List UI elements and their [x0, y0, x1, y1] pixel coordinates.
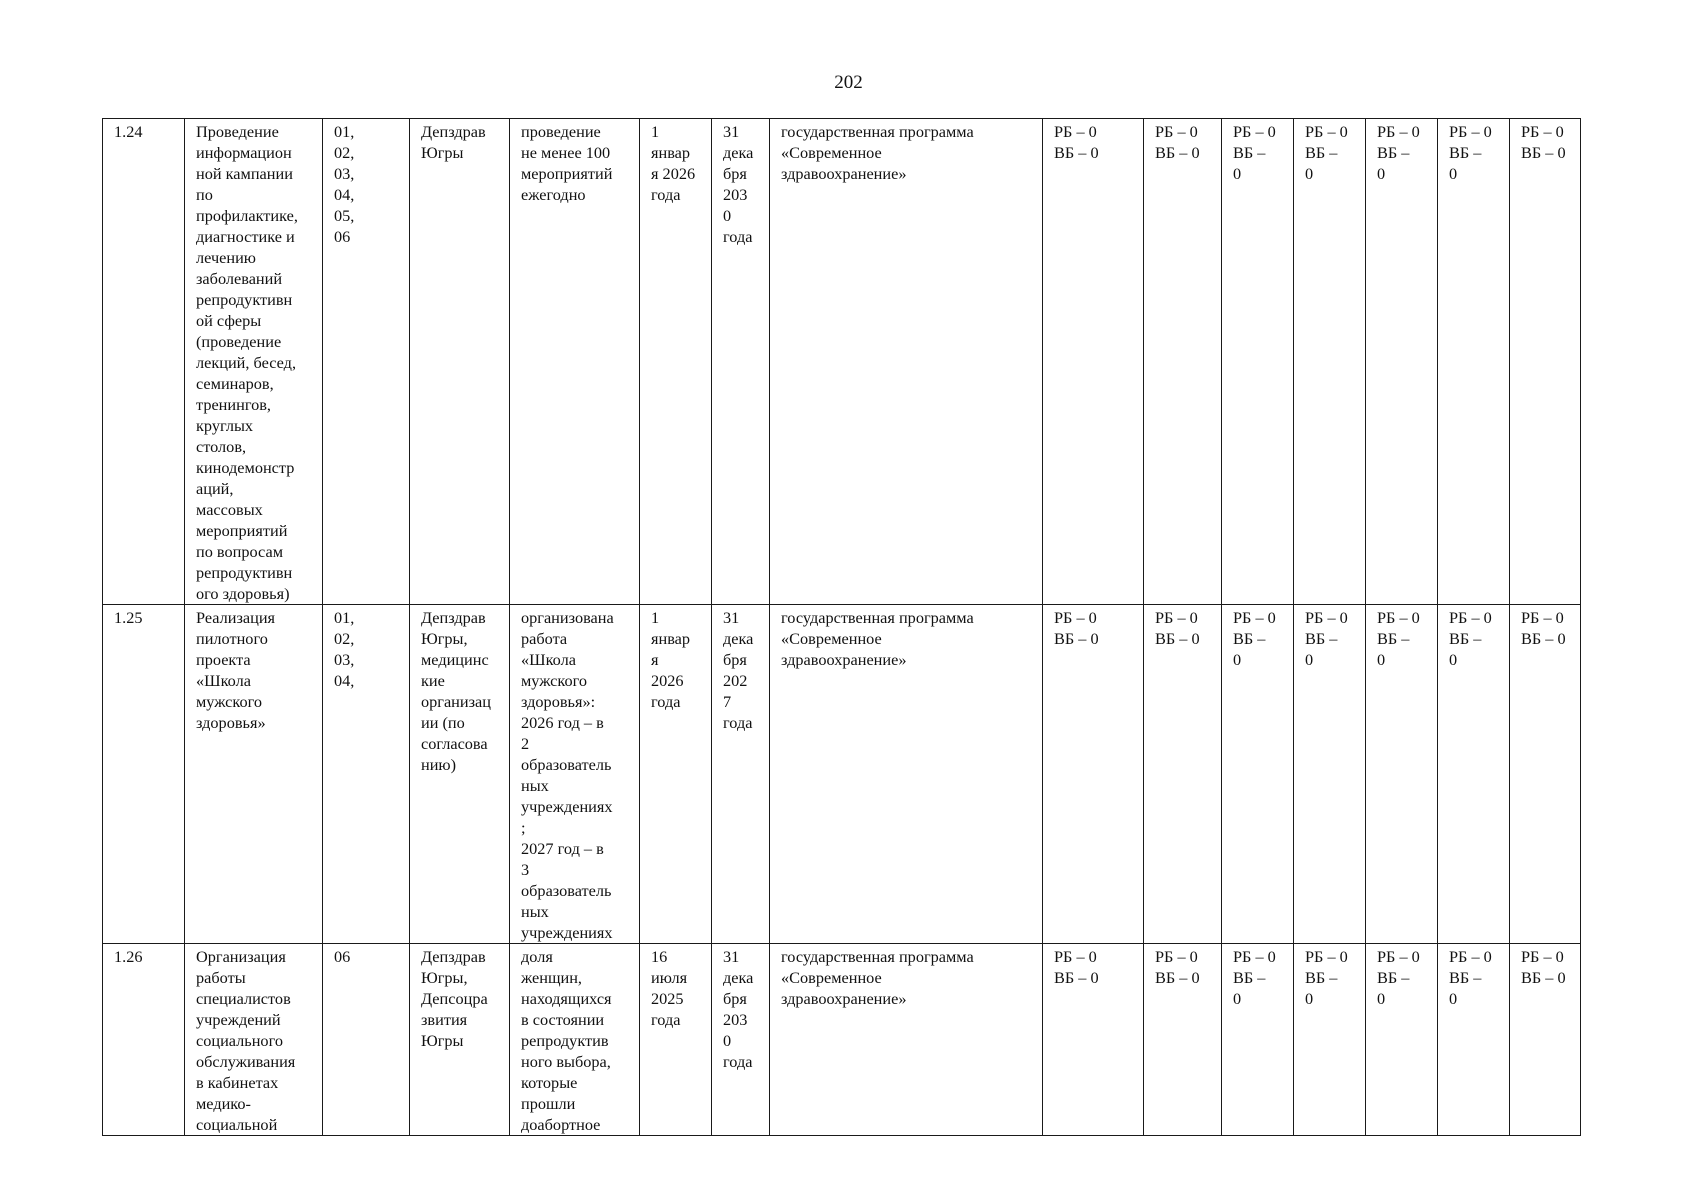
funding-cell-1: [1043, 119, 1144, 605]
cell-line: ВБ –: [1449, 143, 1482, 162]
cell-line: РБ – 0: [1521, 947, 1564, 966]
measure-name-cell: [185, 119, 323, 605]
funding-cell-1: [1043, 944, 1144, 1136]
cell-line: РБ – 0: [1233, 122, 1276, 141]
cell-line: январ: [651, 143, 691, 162]
cell-line: Реализация: [196, 608, 276, 627]
cell-line: аций,: [196, 479, 234, 498]
cell-line: профилактике,: [196, 206, 298, 225]
cell-line: ВБ – 0: [1521, 629, 1566, 648]
cell-line: специалистов: [196, 989, 291, 1008]
cell-line: РБ – 0: [1449, 122, 1492, 141]
cell-line: 203: [723, 1010, 748, 1029]
cell-line: мероприятий: [521, 164, 613, 183]
cell-line: работы: [196, 968, 246, 987]
cell-line: РБ – 0: [1054, 122, 1097, 141]
cell-line: РБ – 0: [1521, 122, 1564, 141]
cell-line: 0: [1305, 989, 1314, 1008]
cell-line: медико-: [196, 1094, 251, 1113]
cell-line: дека: [723, 143, 754, 162]
cell-line: в состоянии: [521, 1010, 605, 1029]
cell-line: государственная программа: [781, 608, 974, 627]
cell-line: учреждений: [196, 1010, 281, 1029]
cell-line: прошли: [521, 1094, 576, 1113]
cell-line: 31: [723, 122, 740, 141]
funding-cell-2: [1144, 119, 1222, 605]
funding-cell-3: [1222, 119, 1294, 605]
cell-line: медицинс: [421, 650, 489, 669]
cell-line: Депздрав: [421, 608, 486, 627]
cell-line: ного выбора,: [521, 1052, 611, 1071]
cell-line: 2026: [651, 671, 684, 690]
cell-line: года: [651, 1010, 681, 1029]
cell-line: 0: [1449, 650, 1458, 669]
cell-line: 0: [1377, 164, 1386, 183]
cell-line: РБ – 0: [1054, 608, 1097, 627]
cell-line: информацион: [196, 143, 292, 162]
cell-line: здравоохранение»: [781, 650, 907, 669]
cell-line: 02,: [334, 143, 355, 162]
cell-line: РБ – 0: [1449, 608, 1492, 627]
cell-line: репродуктивн: [196, 563, 293, 582]
cell-line: здоровья»:: [521, 692, 596, 711]
cell-line: которые: [521, 1073, 578, 1092]
program-cell: [770, 605, 1043, 944]
cell-line: 7: [723, 692, 732, 711]
cell-line: работа: [521, 629, 568, 648]
cell-line: «Современное: [781, 968, 882, 987]
measures-table: [102, 118, 1581, 1136]
cell-line: 0: [1305, 164, 1314, 183]
cell-line: 03,: [334, 650, 355, 669]
cell-line: 16: [651, 947, 668, 966]
end-date-cell: [712, 944, 770, 1136]
program-cell: [770, 944, 1043, 1136]
funding-cell-1: [1043, 605, 1144, 944]
cell-line: 01,: [334, 122, 355, 141]
cell-line: РБ – 0: [1155, 122, 1198, 141]
funding-cell-4: [1294, 119, 1366, 605]
funding-cell-6: [1438, 605, 1510, 944]
cell-line: ВБ –: [1449, 968, 1482, 987]
cell-line: РБ – 0: [1521, 608, 1564, 627]
cell-line: проекта: [196, 650, 251, 669]
cell-line: 31: [723, 608, 740, 627]
cell-line: РБ – 0: [1155, 947, 1198, 966]
cell-line: массовых: [196, 500, 263, 519]
funding-cell-5: [1366, 605, 1438, 944]
cell-line: (проведение: [196, 332, 282, 351]
cell-line: образователь: [521, 881, 612, 900]
cell-line: июля: [651, 968, 688, 987]
executor-cell: [410, 944, 510, 1136]
task-codes-cell: [323, 944, 410, 1136]
cell-line: РБ – 0: [1377, 608, 1420, 627]
funding-cell-5: [1366, 119, 1438, 605]
cell-line: ВБ – 0: [1054, 143, 1099, 162]
cell-line: Депсоцра: [421, 989, 488, 1008]
measure-name-cell: [185, 605, 323, 944]
task-codes-cell: [323, 605, 410, 944]
cell-line: РБ – 0: [1305, 947, 1348, 966]
cell-line: 01,: [334, 608, 355, 627]
cell-line: ВБ – 0: [1521, 143, 1566, 162]
cell-line: года: [723, 713, 753, 732]
cell-line: РБ – 0: [1449, 947, 1492, 966]
cell-line: ных: [521, 776, 549, 795]
cell-line: года: [723, 1052, 753, 1071]
cell-line: организована: [521, 608, 614, 627]
cell-line: диагностике и: [196, 227, 295, 246]
cell-line: ВБ –: [1449, 629, 1482, 648]
cell-line: 1: [651, 122, 660, 141]
cell-line: РБ – 0: [1233, 947, 1276, 966]
cell-line: 04,: [334, 185, 355, 204]
funding-cell-2: [1144, 944, 1222, 1136]
funding-cell-7: [1510, 119, 1581, 605]
cell-line: бря: [723, 650, 747, 669]
cell-line: мероприятий: [196, 521, 288, 540]
row-number-cell: 1.25: [103, 605, 185, 944]
cell-line: 0: [1449, 989, 1458, 1008]
funding-cell-2: [1144, 605, 1222, 944]
funding-cell-7: [1510, 605, 1581, 944]
cell-line: учреждениях: [521, 797, 613, 816]
cell-line: ВБ –: [1377, 968, 1410, 987]
cell-line: Депздрав: [421, 947, 486, 966]
cell-line: 0: [1233, 989, 1242, 1008]
cell-line: я: [651, 650, 659, 669]
cell-line: года: [651, 185, 681, 204]
cell-line: ВБ –: [1377, 629, 1410, 648]
cell-line: ВБ –: [1305, 968, 1338, 987]
cell-line: ВБ –: [1233, 968, 1266, 987]
cell-line: по вопросам: [196, 542, 283, 561]
cell-line: «Современное: [781, 629, 882, 648]
cell-line: ной кампании: [196, 164, 293, 183]
funding-cell-7: [1510, 944, 1581, 1136]
cell-line: женщин,: [521, 968, 583, 987]
cell-line: кие: [421, 671, 445, 690]
cell-line: мужского: [196, 692, 263, 711]
cell-line: 202: [723, 671, 748, 690]
cell-line: 2026 год – в: [521, 713, 604, 732]
cell-line: ии (по: [421, 713, 465, 732]
funding-cell-3: [1222, 605, 1294, 944]
cell-line: ВБ –: [1305, 143, 1338, 162]
cell-line: ВБ – 0: [1155, 968, 1200, 987]
cell-line: мужского: [521, 671, 588, 690]
cell-line: репродуктивн: [196, 290, 293, 309]
row-number-cell: 1.24: [103, 119, 185, 605]
executor-cell: [410, 605, 510, 944]
cell-line: 3: [521, 860, 530, 879]
program-cell: [770, 119, 1043, 605]
cell-line: доабортное: [521, 1115, 601, 1134]
cell-line: ой сферы: [196, 311, 262, 330]
cell-line: социального: [196, 1031, 283, 1050]
cell-line: дека: [723, 629, 754, 648]
cell-line: ВБ – 0: [1155, 629, 1200, 648]
cell-line: «Школа: [521, 650, 576, 669]
cell-line: учреждениях: [521, 923, 613, 942]
cell-line: находящихся: [521, 989, 612, 1008]
cell-line: семинаров,: [196, 374, 274, 393]
cell-line: январ: [651, 629, 691, 648]
cell-line: 2025: [651, 989, 684, 1008]
start-date-cell: [640, 944, 712, 1136]
cell-line: РБ – 0: [1155, 608, 1198, 627]
measure-name-cell: [185, 944, 323, 1136]
cell-line: 0: [1233, 164, 1242, 183]
cell-line: Депздрав: [421, 122, 486, 141]
cell-line: проведение: [521, 122, 601, 141]
cell-line: ВБ –: [1377, 143, 1410, 162]
cell-line: доля: [521, 947, 553, 966]
cell-line: 0: [1377, 989, 1386, 1008]
cell-line: РБ – 0: [1233, 608, 1276, 627]
cell-line: звития: [421, 1010, 468, 1029]
cell-line: кинодемонстр: [196, 458, 295, 477]
funding-cell-6: [1438, 944, 1510, 1136]
table-row: [103, 119, 1581, 605]
cell-line: Проведение: [196, 122, 279, 141]
funding-cell-6: [1438, 119, 1510, 605]
cell-line: ого здоровья): [196, 584, 290, 603]
cell-line: ВБ – 0: [1521, 968, 1566, 987]
table-row: [103, 944, 1581, 1136]
cell-line: государственная программа: [781, 122, 974, 141]
cell-line: пилотного: [196, 629, 268, 648]
cell-line: ;: [521, 818, 526, 837]
cell-line: 06: [334, 947, 351, 966]
cell-line: «Современное: [781, 143, 882, 162]
cell-line: в кабинетах: [196, 1073, 279, 1092]
cell-line: я 2026: [651, 164, 696, 183]
cell-line: 04,: [334, 671, 355, 690]
cell-line: 0: [1449, 164, 1458, 183]
cell-line: 03,: [334, 164, 355, 183]
cell-line: РБ – 0: [1305, 608, 1348, 627]
cell-line: заболеваний: [196, 269, 283, 288]
cell-line: здравоохранение»: [781, 164, 907, 183]
cell-line: лекций, бесед,: [196, 353, 297, 372]
cell-line: Югры: [421, 1031, 464, 1050]
cell-line: бря: [723, 989, 747, 1008]
funding-cell-5: [1366, 944, 1438, 1136]
funding-cell-4: [1294, 605, 1366, 944]
cell-line: репродуктив: [521, 1031, 609, 1050]
cell-line: 31: [723, 947, 740, 966]
cell-line: Югры,: [421, 629, 468, 648]
cell-line: обслуживания: [196, 1052, 296, 1071]
cell-line: дека: [723, 968, 754, 987]
cell-line: года: [723, 227, 753, 246]
cell-line: РБ – 0: [1377, 122, 1420, 141]
cell-line: бря: [723, 164, 747, 183]
cell-line: образователь: [521, 755, 612, 774]
cell-line: лечению: [196, 248, 256, 267]
table-body: [103, 119, 1581, 1136]
cell-line: организац: [421, 692, 491, 711]
cell-line: 0: [723, 1031, 732, 1050]
end-date-cell: [712, 605, 770, 944]
cell-line: года: [651, 692, 681, 711]
funding-cell-3: [1222, 944, 1294, 1136]
cell-line: РБ – 0: [1305, 122, 1348, 141]
cell-line: ВБ –: [1233, 143, 1266, 162]
cell-line: ных: [521, 902, 549, 921]
cell-line: РБ – 0: [1054, 947, 1097, 966]
cell-line: «Школа: [196, 671, 251, 690]
start-date-cell: [640, 119, 712, 605]
cell-line: 2: [521, 734, 530, 753]
cell-line: здоровья»: [196, 713, 266, 732]
cell-line: ежегодно: [521, 185, 586, 204]
cell-line: Югры: [421, 143, 464, 162]
cell-line: ВБ – 0: [1054, 968, 1099, 987]
cell-line: не менее 100: [521, 143, 611, 162]
cell-line: круглых: [196, 416, 254, 435]
cell-line: 1: [651, 608, 660, 627]
start-date-cell: [640, 605, 712, 944]
cell-line: нию): [421, 755, 457, 774]
row-number-cell: 1.26: [103, 944, 185, 1136]
cell-line: 02,: [334, 629, 355, 648]
expected-result-cell: [510, 605, 640, 944]
cell-line: Югры,: [421, 968, 468, 987]
cell-line: Организация: [196, 947, 286, 966]
expected-result-cell: [510, 944, 640, 1136]
cell-line: 05,: [334, 206, 355, 225]
cell-line: тренингов,: [196, 395, 271, 414]
cell-line: РБ – 0: [1377, 947, 1420, 966]
cell-line: 0: [1233, 650, 1242, 669]
cell-line: здравоохранение»: [781, 989, 907, 1008]
task-codes-cell: [323, 119, 410, 605]
cell-line: социальной: [196, 1115, 278, 1134]
cell-line: 2027 год – в: [521, 839, 604, 858]
expected-result-cell: [510, 119, 640, 605]
end-date-cell: [712, 119, 770, 605]
cell-line: по: [196, 185, 213, 204]
cell-line: согласова: [421, 734, 488, 753]
cell-line: 203: [723, 185, 748, 204]
table-row: [103, 605, 1581, 944]
cell-line: столов,: [196, 437, 247, 456]
cell-line: ВБ – 0: [1054, 629, 1099, 648]
cell-line: ВБ – 0: [1155, 143, 1200, 162]
cell-line: 06: [334, 227, 351, 246]
funding-cell-4: [1294, 944, 1366, 1136]
page-number: 202: [834, 72, 863, 93]
executor-cell: [410, 119, 510, 605]
cell-line: 0: [1377, 650, 1386, 669]
cell-line: государственная программа: [781, 947, 974, 966]
cell-line: 0: [723, 206, 732, 225]
cell-line: 0: [1305, 650, 1314, 669]
cell-line: ВБ –: [1305, 629, 1338, 648]
cell-line: ВБ –: [1233, 629, 1266, 648]
